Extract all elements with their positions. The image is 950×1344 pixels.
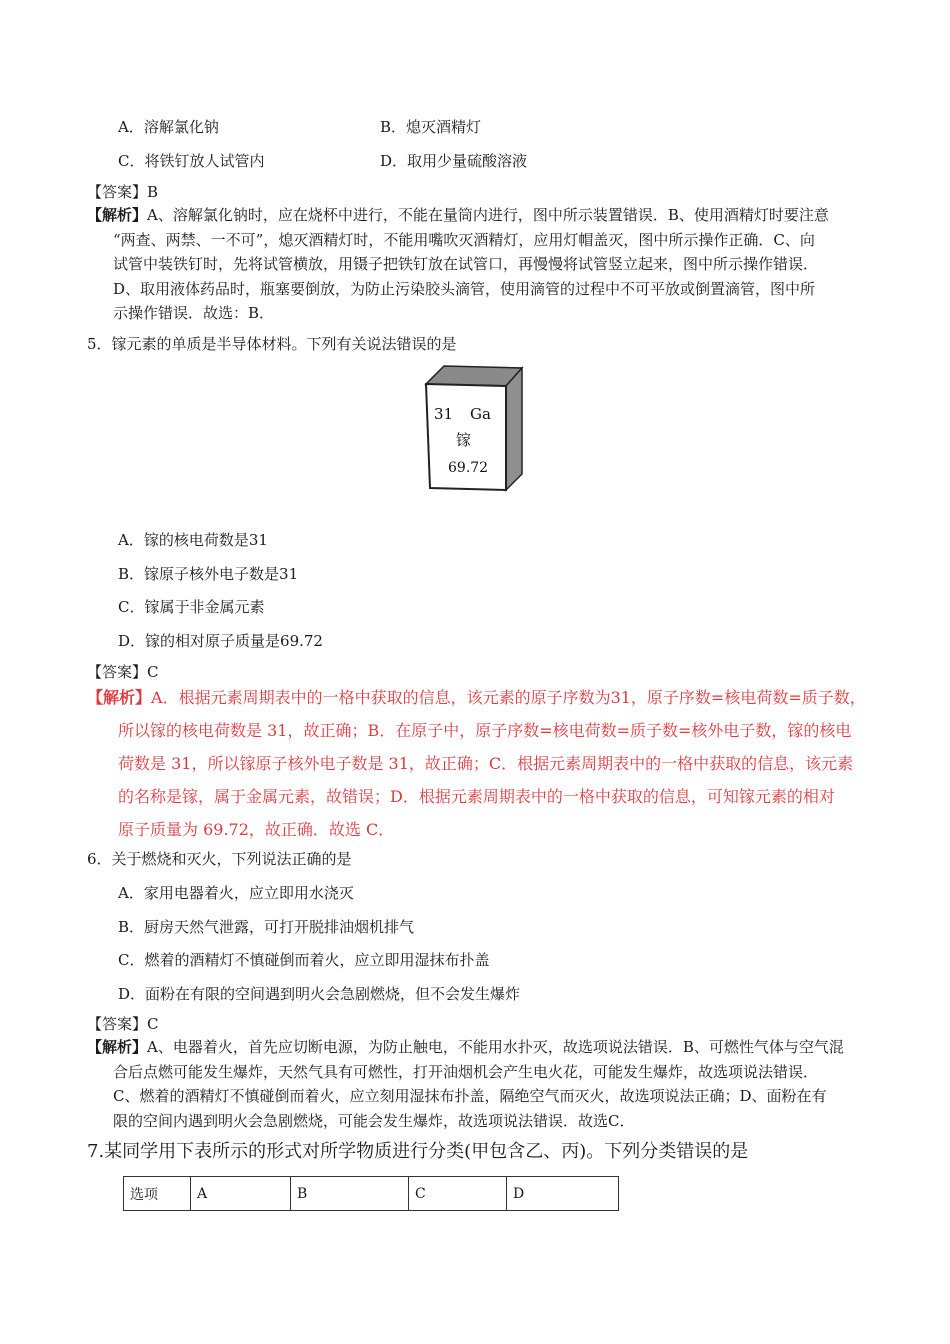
- q4-option-a: A．溶解氯化钠: [118, 118, 219, 136]
- analysis-line: D、取用液体药品时，瓶塞要倒放，为防止污染胶头滴管，使用滴管的过程中不可平放或倒置滴管，图中所: [113, 279, 816, 298]
- analysis-line: 的名称是镓，属于金属元素，故错误；D．根据元素周期表中的一格中获取的信息，可知镓元素的相对: [118, 787, 835, 806]
- q6-analysis: [87, 1035, 877, 1133]
- table-cell: C: [409, 1177, 507, 1211]
- q5-option-b: B．镓原子核外电子数是31: [118, 565, 299, 583]
- element-symbol: Ga: [470, 405, 491, 423]
- analysis-line: 试管中装铁钉时，先将试管横放，用镊子把铁钉放在试管口，再慢慢将试管竖立起来，图中所示操作错误．: [113, 255, 819, 273]
- q7-classification-table: [123, 1176, 619, 1211]
- q6-stem: 6．关于燃烧和灭火，下列说法正确的是: [87, 850, 352, 868]
- q4-option-b: B．熄灭酒精灯: [380, 118, 482, 136]
- q6-option-b: B．厨房天然气泄露，可打开脱排油烟机排气: [118, 918, 415, 936]
- element-name: 镓: [456, 431, 472, 449]
- analysis-line: 原子质量为 69.72，故正确．故选 C．: [118, 820, 395, 839]
- q6-option-a: A．家用电器着火，应立即用水浇灭: [118, 884, 354, 902]
- analysis-label: 【解析】: [87, 1038, 148, 1056]
- analysis-line: 示操作错误．故选：B．: [113, 304, 275, 322]
- q4-answer: 【答案】B: [87, 183, 159, 201]
- analysis-line: 荷数是 31，所以镓原子核外电子数是 31，故正确；C．根据元素周期表中的一格中获取的信息，该元素: [118, 754, 854, 773]
- q5-option-d: D．镓的相对原子质量是69.72: [118, 632, 323, 650]
- analysis-line: “两查、两禁、一不可”，熄灭酒精灯时，不能用嘴吹灭酒精灯，应用灯帽盖灭，图中所示操作正确．C、向: [113, 230, 815, 249]
- q4-option-d: D．取用少量硫酸溶液: [380, 152, 528, 170]
- table-cell: B: [291, 1177, 409, 1211]
- q6-answer: 【答案】C: [87, 1015, 159, 1033]
- analysis-label: 【解析】: [87, 206, 148, 224]
- table-cell: A: [191, 1177, 291, 1211]
- q6-option-d: D．面粉在有限的空间遇到明火会急剧燃烧，但不会发生爆炸: [118, 985, 521, 1003]
- cube-side-face: [506, 368, 522, 490]
- q5-stem: 5．镓元素的单质是半导体材料。下列有关说法错误的是: [87, 335, 457, 353]
- q4-option-c: C．将铁钉放人试管内: [118, 152, 265, 170]
- q6-option-c: C．燃着的酒精灯不慎碰倒而着火，应立即用湿抹布扑盖: [118, 951, 490, 969]
- analysis-line: A、溶解氯化钠时，应在烧杯中进行，不能在量筒内进行，图中所示装置错误．B、使用酒精灯时要注意: [147, 206, 829, 224]
- analysis-line: A．根据元素周期表中的一格中获取的信息，该元素的原子序数为31，原子序数=核电荷数=质子数，: [151, 688, 866, 707]
- q5-option-a: A．镓的核电荷数是31: [118, 531, 268, 549]
- table-cell: D: [507, 1177, 619, 1211]
- gallium-element-cube-image: [422, 364, 524, 494]
- q5-answer: 【答案】C: [87, 663, 159, 681]
- analysis-label: 【解析】: [87, 688, 152, 707]
- analysis-line: 限的空间内遇到明火会急剧燃烧，可能会发生爆炸，故选项说法错误．故选C．: [113, 1111, 635, 1130]
- cube-top-face: [426, 366, 522, 386]
- analysis-line: 所以镓的核电荷数是 31，故正确；B．在原子中，原子序数=核电荷数=质子数=核外电子数，镓的核电: [118, 721, 852, 740]
- table-row: [124, 1177, 619, 1211]
- element-atomic-number: 31: [434, 405, 454, 423]
- q7-stem: 7.某同学用下表所示的形式对所学物质进行分类(甲包含乙、丙)。下列分类错误的是: [87, 1141, 749, 1162]
- analysis-line: 合后点燃可能发生爆炸，天然气具有可燃性，打开油烟机会产生电火花，可能发生爆炸，故选项说法错误．: [113, 1062, 819, 1081]
- analysis-line: A、电器着火，首先应切断电源，为防止触电，不能用水扑灭，故选项说法错误．B、可燃性气体与空气混: [147, 1038, 844, 1056]
- q4-analysis: [87, 203, 877, 326]
- q5-option-c: C．镓属于非金属元素: [118, 598, 265, 616]
- element-mass: 69.72: [448, 460, 489, 476]
- table-cell: 选项: [124, 1177, 191, 1211]
- analysis-line: C、燃着的酒精灯不慎碰倒而着火，应立刻用湿抹布扑盖，隔绝空气而灭火，故选项说法正确；D、面粉在有: [113, 1087, 827, 1105]
- q5-analysis: [87, 681, 887, 846]
